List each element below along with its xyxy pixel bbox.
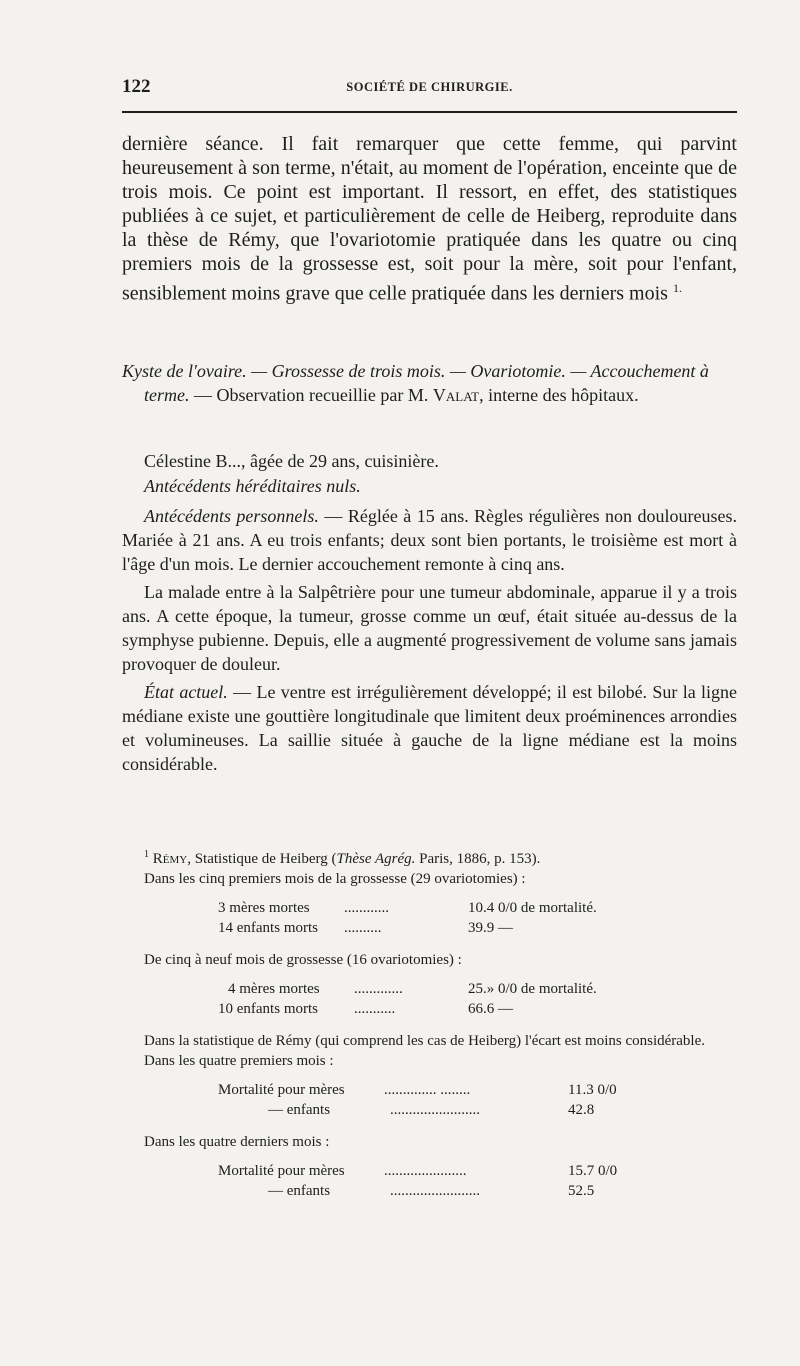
footnote-reference: 1. bbox=[672, 281, 682, 295]
footnote-citation: $^1$ Rémy, Statistique de Heiberg (Thèse Agrég. Paris, 1886, p. 153). bbox=[144, 849, 541, 867]
observation-title-italic: Kyste de l'ovaire. — Grossesse de trois mois. — Ovariotomie. — Accouchement à terme. bbox=[122, 361, 709, 405]
hereditary-line: Antécédents héréditaires nuls. bbox=[144, 476, 361, 496]
header-rule bbox=[122, 111, 737, 113]
last-four-months-label: Dans les quatre derniers mois : bbox=[144, 1134, 330, 1150]
table-row: Mortalité pour mères ...................... 15.7 0/0 bbox=[218, 1163, 618, 1179]
first-four-months-label: Dans les quatre premiers mois : bbox=[144, 1053, 334, 1069]
table-row: — enfants ........................ 42.8 bbox=[268, 1102, 595, 1118]
observation-body bbox=[122, 449, 737, 780]
footnote bbox=[122, 845, 737, 1201]
remy-note: Dans la statistique de Rémy (qui comprend les cas de Heiberg) l'écart est moins considérable. bbox=[144, 1033, 706, 1049]
page-header bbox=[122, 76, 737, 100]
footnote-intro-1: Dans les cinq premiers mois de la grossesse (29 ovariotomies) : bbox=[144, 871, 526, 887]
table-row: Mortalité pour mères .............. ........ 11.3 0/0 bbox=[218, 1082, 617, 1098]
observation-title bbox=[122, 359, 737, 407]
observation-author-suffix: , interne des hôpitaux. bbox=[479, 385, 639, 405]
current-state: État actuel. — Le ventre est irrégulièrement développé; il est bilobé. Sur la ligne médiane existe une gouttière longitudinale que limitent deux proéminences arrondies et volumineuses. La saillie située à gauche de la ligne médiane est la moins considérable. bbox=[122, 682, 738, 774]
table-row: 14 enfants morts .......... 39.9 — bbox=[218, 920, 513, 936]
personal-history: Antécédents personnels. — Réglée à 15 ans. Règles régulières non douloureuses. Mariée à 21 ans. A eu trois enfants; deux sont bien portants, le troisième est mort à l'âge d'un mois. Le dernier accouchement remonte à cinq ans. bbox=[122, 506, 737, 574]
footnote-intro-2: De cinq à neuf mois de grossesse (16 ovariotomies) : bbox=[144, 952, 462, 968]
observation-title-roman: — Observation recueillie par M. bbox=[193, 385, 429, 405]
observation-author: Valat bbox=[432, 385, 480, 405]
disease-history: La malade entre à la Salpêtrière pour une tumeur abdominale, apparue il y a trois ans. A cette époque, la tumeur, grosse comme un œuf, était située au-dessus de la symphyse pubienne. Depuis, elle a augmenté progressivement de volume sans jamais provoquer de douleur. bbox=[122, 582, 737, 674]
table-row: 10 enfants morts ........... 66.6 — bbox=[218, 1001, 513, 1017]
intro-paragraph: dernière séance. Il fait remarquer que cette femme, qui parvint heureusement à son terme, n'était, au moment de l'opération, enceinte que de trois mois. Ce point est important. Il ressort, en effet, des statistiques publiées à ce sujet, et particulièrement de celle de Heiberg, reproduite dans la thèse de Rémy, que l'ovariotomie pratiquée dans les quatre ou cinq premiers mois de la grossesse est, soit pour la mère, soit pour l'enfant, sensiblement moins grave que celle pratiquée dans les derniers mois $^{1.}$ bbox=[122, 133, 737, 305]
table-row: 3 mères mortes ............ 10.4 0/0 de mortalité. bbox=[218, 900, 597, 916]
running-title: SOCIÉTÉ DE CHIRURGIE. bbox=[346, 80, 513, 94]
patient-line: Célestine B..., âgée de 29 ans, cuisinière. bbox=[144, 451, 439, 471]
page-number: 122 bbox=[122, 76, 151, 97]
table-row: 4 mères mortes ............. 25.» 0/0 de mortalité. bbox=[228, 981, 597, 997]
table-row: — enfants ........................ 52.5 bbox=[268, 1183, 595, 1199]
